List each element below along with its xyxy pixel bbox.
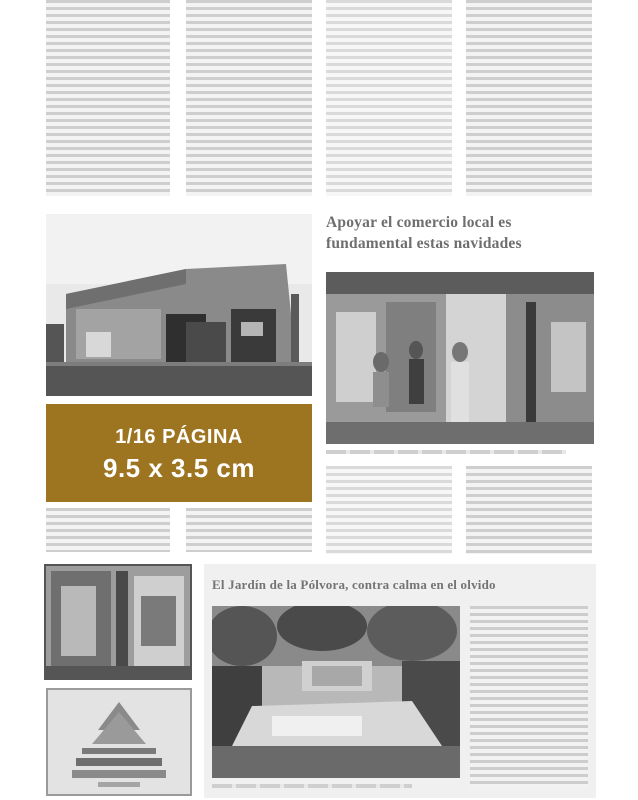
text-column [46, 0, 170, 196]
text-column [46, 508, 170, 552]
building-photo-image [46, 214, 312, 396]
garden-photo [212, 606, 460, 778]
shop-photo [326, 272, 594, 444]
text-column [470, 606, 588, 788]
text-column [186, 508, 312, 552]
ad-size-label: 1/16 PÁGINA [115, 426, 243, 448]
ad-placeholder [46, 404, 312, 502]
text-column [326, 466, 452, 554]
garden-photo-image [212, 606, 460, 778]
ad-dimensions: 9.5 x 3.5 cm [103, 453, 255, 483]
garden-headline: El Jardín de la Pólvora, contra calma en el olvido [212, 577, 496, 592]
thumbnail-photo [44, 564, 192, 680]
shop-photo-image [326, 272, 594, 444]
headline-line-2: fundamental estas navidades [326, 235, 522, 252]
building-photo [46, 214, 312, 396]
christmas-tree-icon [48, 690, 190, 794]
christmas-card [46, 688, 192, 796]
photo-caption [326, 450, 566, 454]
thumbnail-photo-image [46, 566, 190, 678]
headline-line-1: Apoyar el comercio local es [326, 214, 512, 231]
text-column [326, 0, 452, 196]
article-headline [326, 212, 596, 254]
text-column [466, 0, 592, 196]
garden-photo-caption [212, 784, 412, 788]
text-column [466, 466, 592, 554]
text-column [186, 0, 312, 196]
